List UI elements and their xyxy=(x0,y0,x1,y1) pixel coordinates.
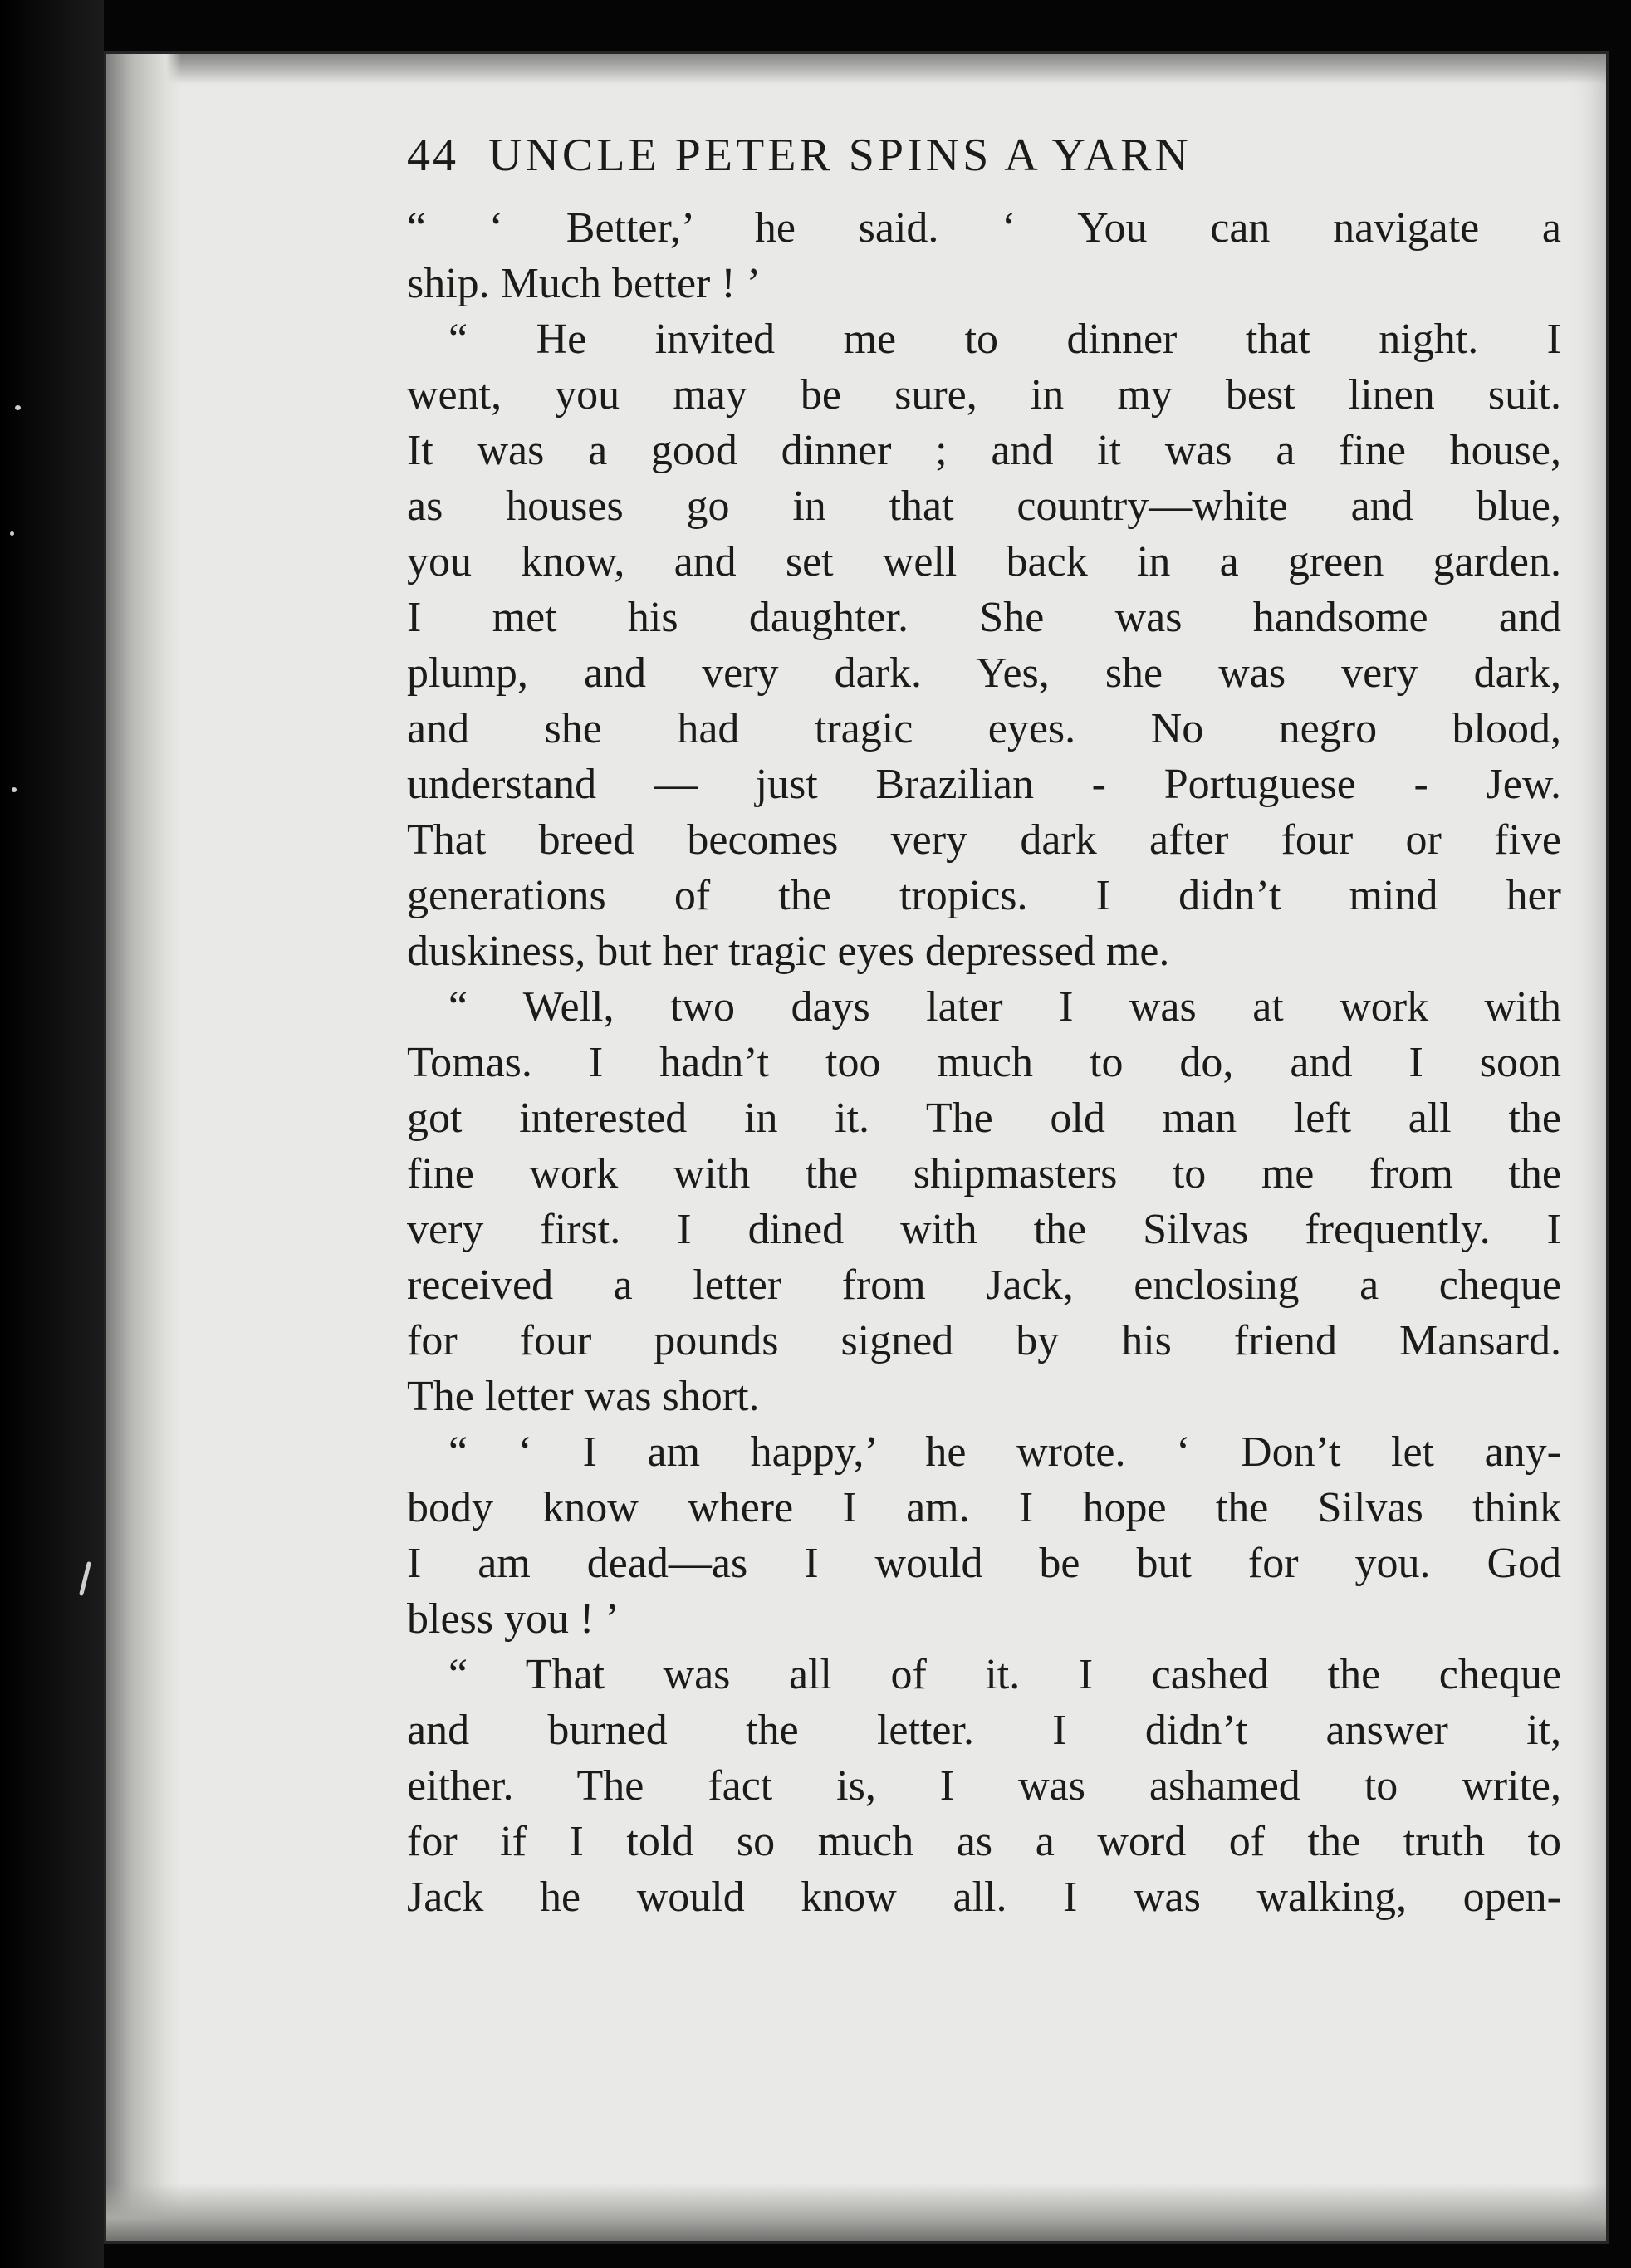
text-line: for four pounds signed by his friend Mansard. xyxy=(407,1317,1561,1364)
text-line: duskiness, but her tragic eyes depressed me. xyxy=(407,928,1170,975)
text-line: got interested in it. The old man left all the xyxy=(407,1095,1561,1142)
text-line: “ ‘ I am happy,’ he wrote. ‘ Don’t let any- xyxy=(448,1428,1561,1476)
text-block xyxy=(407,129,1561,1925)
text-line: body know where I am. I hope the Silvas think xyxy=(407,1484,1561,1531)
text-line: as houses go in that country—white and blue, xyxy=(407,483,1561,530)
text-line: “ ‘ Better,’ he said. ‘ You can navigate a xyxy=(407,204,1561,252)
text-line: Jack he would know all. I was walking, open- xyxy=(407,1874,1561,1921)
text-line: received a letter from Jack, enclosing a cheque xyxy=(407,1261,1561,1309)
text-line: bless you ! ’ xyxy=(407,1595,620,1643)
text-line: That breed becomes very dark after four or five xyxy=(407,816,1561,864)
paragraph xyxy=(407,1424,1561,1647)
book-binding xyxy=(0,0,104,2268)
text-line: you know, and set well back in a green garden. xyxy=(407,538,1561,585)
text-line: I am dead—as I would be but for you. God xyxy=(407,1540,1561,1587)
text-line: “ He invited me to dinner that night. I xyxy=(448,316,1561,363)
paragraph xyxy=(407,979,1561,1424)
text-line: and she had tragic eyes. No negro blood, xyxy=(407,705,1561,752)
dust-speck xyxy=(79,1561,91,1596)
text-line: plump, and very dark. Yes, she was very dark, xyxy=(407,649,1561,697)
dust-speck xyxy=(15,405,21,410)
running-title: UNCLE PETER SPINS A YARN xyxy=(488,130,1192,181)
text-line: for if I told so much as a word of the truth to xyxy=(407,1818,1561,1865)
text-line: understand — just Brazilian - Portuguese - Jew. xyxy=(407,761,1561,808)
text-line: The letter was short. xyxy=(407,1373,760,1420)
text-line: either. The fact is, I was ashamed to write, xyxy=(407,1762,1561,1810)
paragraph xyxy=(407,1647,1561,1925)
text-line: went, you may be sure, in my best linen suit. xyxy=(407,371,1561,419)
text-line: and burned the letter. I didn’t answer it, xyxy=(407,1707,1561,1754)
page-number: 44 xyxy=(407,130,458,181)
paragraph xyxy=(407,200,1561,311)
text-line: “ That was all of it. I cashed the cheque xyxy=(448,1651,1561,1698)
dust-speck xyxy=(10,531,14,536)
text-line: I met his daughter. She was handsome and xyxy=(407,594,1561,641)
text-line: generations of the tropics. I didn’t mind her xyxy=(407,872,1561,919)
page-edge-top xyxy=(106,54,1606,84)
text-line: “ Well, two days later I was at work with xyxy=(448,983,1561,1031)
text-line: Tomas. I hadn’t too much to do, and I soon xyxy=(407,1039,1561,1086)
paragraph xyxy=(407,311,1561,979)
running-head xyxy=(407,129,1561,200)
page-edge-bottom xyxy=(106,2183,1606,2241)
text-line: ship. Much better ! ’ xyxy=(407,260,762,307)
text-line: It was a good dinner ; and it was a fine house, xyxy=(407,427,1561,474)
text-line: fine work with the shipmasters to me from the xyxy=(407,1150,1561,1198)
page-edge-left xyxy=(106,54,181,2241)
text-line: very first. I dined with the Silvas frequently. I xyxy=(407,1206,1561,1253)
dust-speck xyxy=(12,787,17,792)
